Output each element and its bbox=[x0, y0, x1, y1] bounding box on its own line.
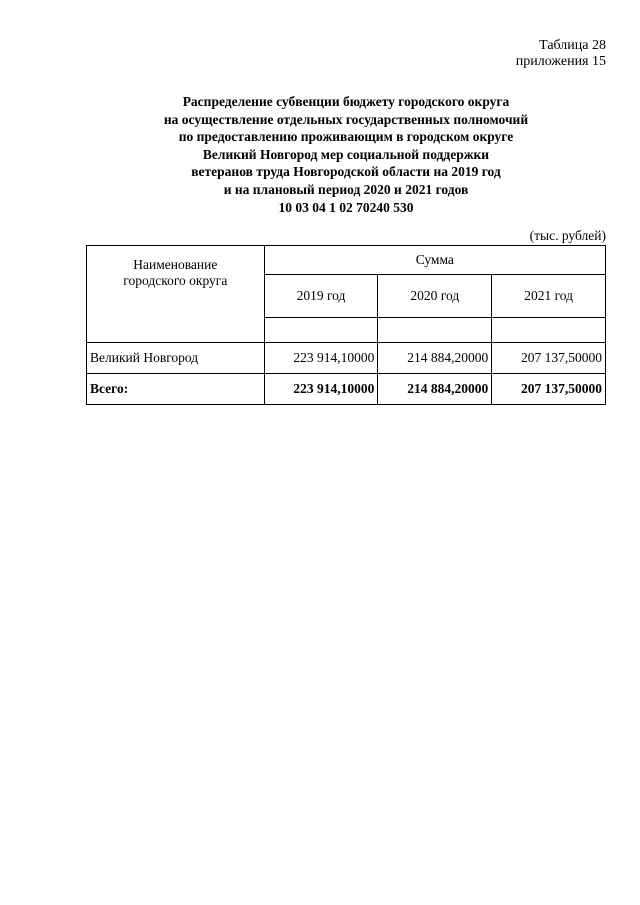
total-2020: 214 884,20000 bbox=[378, 374, 492, 405]
units-label: (тыс. рублей) bbox=[529, 228, 606, 243]
table-header-row bbox=[87, 246, 606, 275]
title-line-2: на осуществление отдельных государственных полномочий bbox=[163, 111, 529, 127]
header-year-2021: 2021 год bbox=[492, 275, 606, 318]
title-line-1: Распределение субвенции бюджету городского округа bbox=[182, 94, 510, 109]
title-line-6: и на плановый период 2020 и 2021 годов bbox=[223, 181, 469, 197]
title-line-5: ветеранов труда Новгородской области на 2019 год bbox=[191, 164, 501, 180]
total-label: Всего: bbox=[87, 374, 265, 405]
header-sum: Сумма bbox=[264, 246, 605, 275]
district-name: Великий Новгород bbox=[87, 343, 265, 374]
document-title bbox=[86, 93, 606, 216]
value-2019: 223 914,10000 bbox=[264, 343, 378, 374]
table-number: Таблица 28 bbox=[539, 38, 606, 53]
table-row bbox=[87, 343, 606, 374]
header-year-2020: 2020 год bbox=[378, 275, 492, 318]
budget-code: 10 03 04 1 02 70240 530 bbox=[278, 199, 414, 215]
total-2019: 223 914,10000 bbox=[264, 374, 378, 405]
subsidy-table bbox=[86, 245, 606, 405]
title-line-4: Великий Новгород мер социальной поддержки bbox=[202, 146, 490, 162]
value-2020: 214 884,20000 bbox=[378, 343, 492, 374]
appendix-number: приложения 15 bbox=[515, 54, 606, 69]
total-2021: 207 137,50000 bbox=[492, 374, 606, 405]
header-year-2019: 2019 год bbox=[264, 275, 378, 318]
title-line-3: по предоставлению проживающим в городском округе bbox=[178, 129, 514, 145]
appendix-reference bbox=[516, 38, 606, 70]
value-2021: 207 137,50000 bbox=[492, 343, 606, 374]
table-total-row bbox=[87, 374, 606, 405]
header-district-name: Наименование городского округа bbox=[87, 246, 265, 343]
